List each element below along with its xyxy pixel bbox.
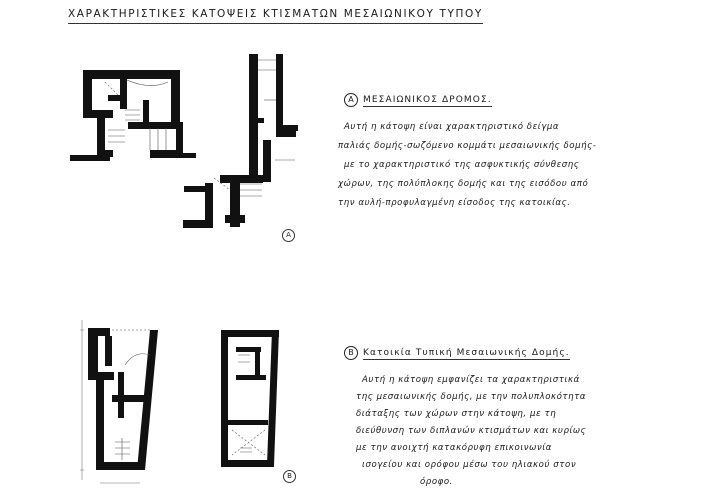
plan-a-left-details	[105, 80, 168, 150]
section-a-description	[338, 118, 596, 213]
plan-a-marker: A	[282, 229, 295, 242]
section-b-line: ισογείου και ορόφου μέσω του ηλιακού στον	[362, 460, 577, 470]
plan-a-right	[183, 54, 298, 228]
section-b-line: με την ανοιχτή κατακόρυφη επικοινωνία	[356, 443, 552, 453]
page-title: ΧΑΡΑΚΤΗΡΙΣΤΙΚΕΣ ΚΑΤΟΨΕΙΣ ΚΤΙΣΜΑΤΩΝ ΜΕΣΑΙΩΝΙΚΟΥ ΤΥΠΟΥ	[68, 8, 483, 24]
section-b-heading: B Κατοικία Τυπική Μεσαιωνικής Δομής.	[344, 346, 570, 360]
section-b-line: διεύθυνση των διπλανών κτισμάτων και κυρίως	[356, 426, 587, 436]
plan-b-right-details	[232, 355, 265, 455]
section-b-line: Αυτή η κάτοψη εμφανίζει τα χαρακτηριστικά	[362, 375, 580, 385]
section-a-heading: A ΜΕΣΑΙΩΝΙΚΟΣ ΔΡΟΜΟΣ.	[344, 93, 492, 107]
section-b-circle: B	[344, 346, 358, 360]
plan-b-right	[221, 330, 279, 467]
section-b-description	[356, 372, 586, 491]
section-b-line: διάταξης των χώρων στην κάτοψη, με τη	[356, 409, 557, 419]
section-b-line: όροφο.	[420, 477, 453, 487]
section-a-line: Αυτή η κάτοψη είναι χαρακτηριστικό δείγμα	[344, 122, 560, 132]
plan-a-left	[70, 70, 196, 161]
plan-b-marker: B	[283, 470, 296, 483]
section-b-line: της μεσαιωνικής δομής, με την πολυπλοκότητα	[356, 392, 587, 402]
section-a-line: την αυλή-προφυλαγμένη είσοδος της κατοικίας.	[338, 198, 571, 208]
section-a-line: με το χαρακτηριστικό της ασφυκτικής σύνθεσης	[344, 160, 580, 170]
plan-b-left	[88, 328, 158, 470]
section-a-line: χώρων, της πολύπλοκης δομής και της εισόδου από	[338, 179, 589, 189]
section-a-circle: A	[344, 93, 358, 107]
section-a-line: παλιάς δομής-σωζόμενο κομμάτι μεσαιωνικής δομής-	[338, 141, 597, 151]
